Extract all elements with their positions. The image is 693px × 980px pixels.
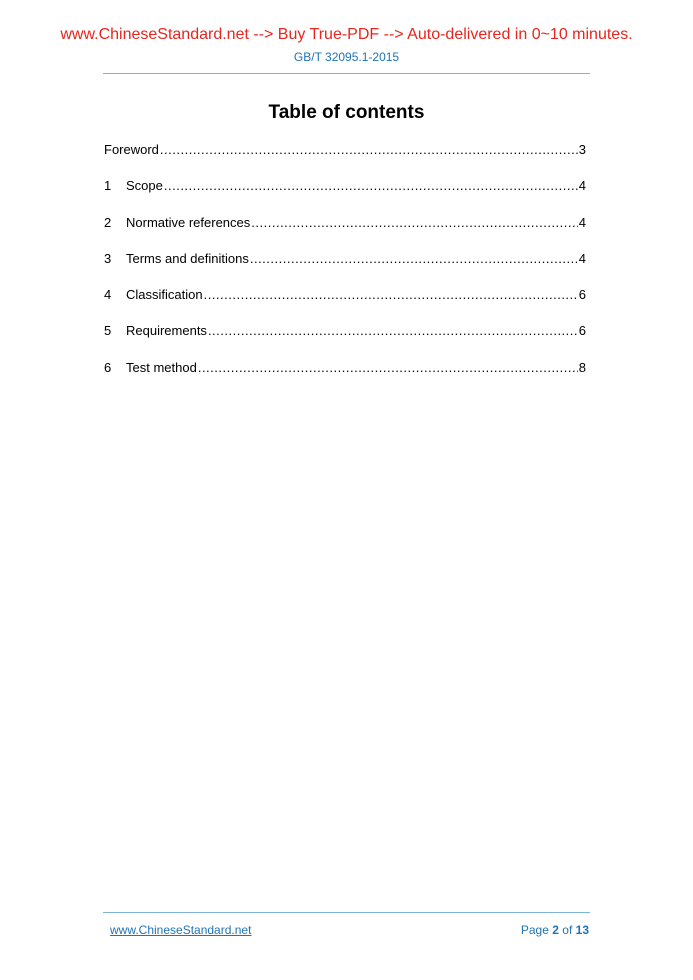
toc-entry-number: 3 (104, 250, 112, 266)
toc-entry-normative-references[interactable] (104, 215, 586, 251)
toc-entry-label: Test method (126, 359, 197, 375)
toc-entry-number: 2 (104, 214, 112, 230)
toc-entry-number: 6 (104, 359, 112, 375)
toc-dot-leader (208, 323, 578, 339)
header-banner: www.ChineseStandard.net --> Buy True-PDF --> Auto-delivered in 0~10 minutes. (60, 26, 633, 43)
toc-dot-leader (251, 215, 577, 231)
document-code: GB/T 32095.1-2015 (293, 50, 400, 64)
toc-entry-classification[interactable] (104, 287, 586, 323)
toc-entry-foreword[interactable] (104, 142, 586, 178)
page-current: 2 (552, 923, 559, 937)
toc-entry-page: 4 (578, 178, 586, 194)
page-of-word: of (562, 923, 573, 937)
toc-entry-label: Normative references (126, 214, 251, 230)
table-of-contents (104, 142, 586, 396)
toc-entry-page: 6 (578, 323, 586, 339)
toc-dot-leader (198, 360, 578, 376)
page-title: Table of contents (268, 102, 425, 123)
toc-entry-label: Foreword (104, 142, 159, 157)
toc-entry-number: 4 (104, 287, 112, 303)
toc-entry-requirements[interactable] (104, 323, 586, 359)
footer-website-link[interactable]: www.ChineseStandard.net (110, 923, 252, 937)
page-total: 13 (575, 923, 589, 937)
toc-entry-scope[interactable] (104, 178, 586, 214)
toc-entry-test-method[interactable] (104, 360, 586, 396)
toc-dot-leader (160, 142, 578, 158)
toc-entry-page: 4 (578, 214, 586, 230)
toc-entry-label: Terms and definitions (126, 250, 249, 266)
toc-dot-leader (204, 287, 578, 303)
footer-divider (103, 912, 590, 913)
toc-entry-page: 6 (578, 287, 586, 303)
toc-entry-number: 1 (104, 178, 112, 194)
toc-dot-leader (250, 251, 578, 267)
page-word: Page (520, 923, 549, 937)
header-divider (103, 73, 590, 74)
page-indicator (521, 923, 589, 937)
toc-entry-number: 5 (104, 323, 112, 339)
toc-entry-page: 3 (578, 142, 586, 157)
toc-entry-label: Scope (126, 178, 163, 194)
toc-entry-page: 8 (578, 359, 586, 375)
toc-dot-leader (164, 178, 578, 194)
toc-entry-label: Classification (126, 287, 203, 303)
toc-entry-label: Requirements (126, 323, 207, 339)
toc-entry-page: 4 (578, 250, 586, 266)
toc-entry-terms-and-definitions[interactable] (104, 251, 586, 287)
